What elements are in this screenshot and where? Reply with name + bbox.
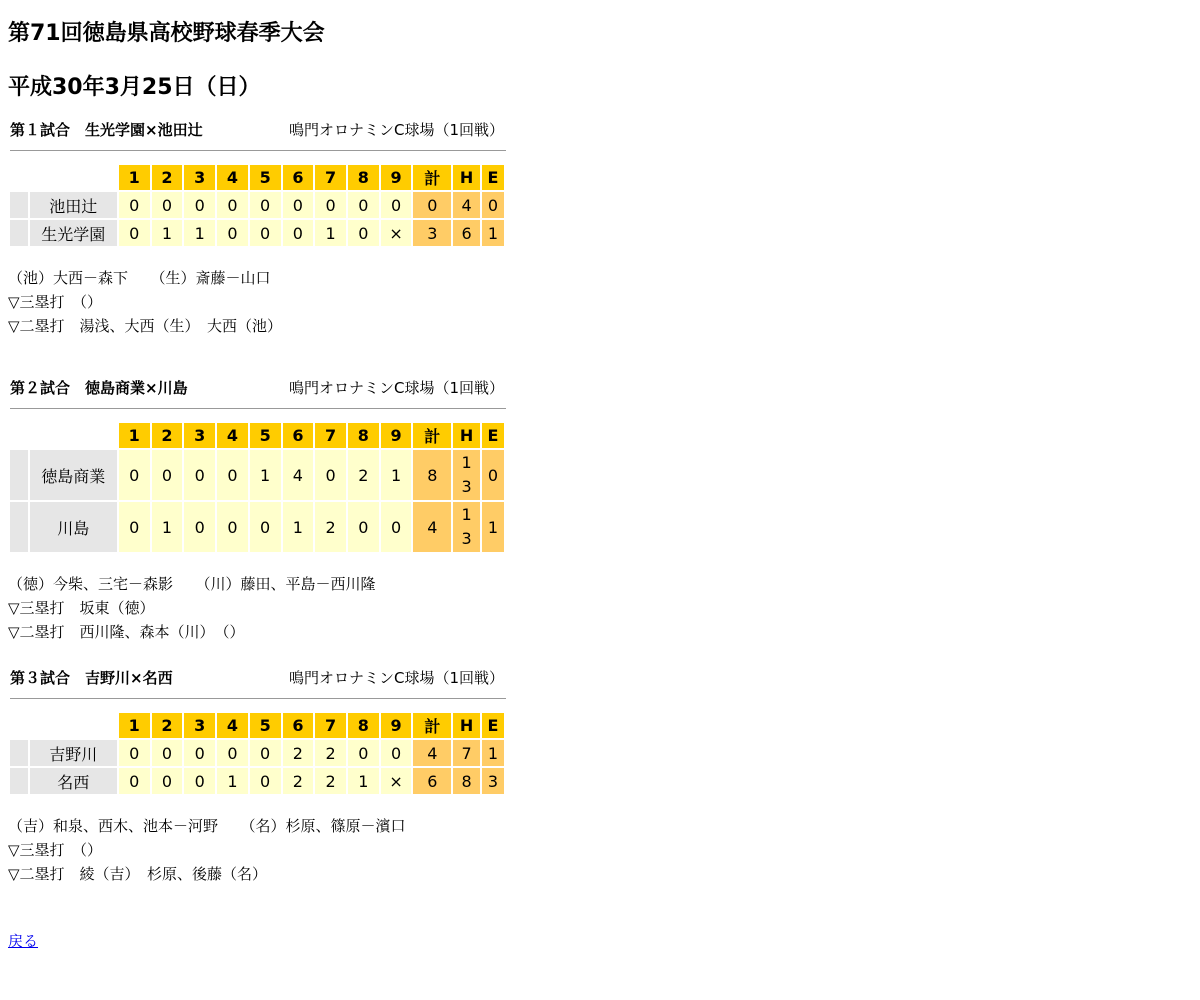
scoreboard-table xyxy=(8,711,506,796)
total-errors: 1 xyxy=(482,740,504,766)
team-row xyxy=(10,450,504,500)
inning-score: 0 xyxy=(119,502,150,552)
inning-header: 2 xyxy=(152,423,183,448)
team-name: 名西 xyxy=(30,768,117,794)
inning-score: 0 xyxy=(348,220,379,246)
row-marker xyxy=(10,450,28,500)
team-row xyxy=(10,192,504,218)
inning-score: 0 xyxy=(381,192,412,218)
inning-score: 0 xyxy=(119,768,150,794)
row-marker xyxy=(10,768,28,794)
game-header xyxy=(8,372,506,402)
inning-header: 8 xyxy=(348,165,379,190)
game-title: 第１試合 生光学園×池田辻 xyxy=(10,120,203,139)
scoreboard-table xyxy=(8,421,506,554)
total-runs: 0 xyxy=(413,192,451,218)
inning-header: 6 xyxy=(283,423,314,448)
inning-header: 計 xyxy=(413,423,451,448)
inning-score: 2 xyxy=(283,768,314,794)
inning-header: E xyxy=(482,713,504,738)
team-name: 川島 xyxy=(30,502,117,552)
game-header xyxy=(8,662,506,692)
note-line: ▽二塁打 綾（吉） 杉原、後藤（名） xyxy=(8,865,268,883)
total-errors: 3 xyxy=(482,768,504,794)
blank-cell xyxy=(10,165,28,190)
inning-score: 2 xyxy=(315,502,346,552)
game-notes xyxy=(8,266,506,338)
game-title: 第３試合 吉野川×名西 xyxy=(10,668,173,687)
inning-score: 0 xyxy=(184,192,215,218)
row-marker xyxy=(10,740,28,766)
note-line: （池）大西－森下 （生）斎藤－山口 xyxy=(8,269,271,287)
team-row xyxy=(10,740,504,766)
scoreboard-header-row xyxy=(10,713,504,738)
inning-score: 0 xyxy=(250,192,281,218)
divider xyxy=(10,408,506,409)
total-errors: 1 xyxy=(482,220,504,246)
note-line: ▽二塁打 湯浅、大西（生） 大西（池） xyxy=(8,317,283,335)
inning-header: 計 xyxy=(413,713,451,738)
scoreboard-header-row xyxy=(10,165,504,190)
inning-header: 1 xyxy=(119,423,150,448)
game-venue: 鳴門オロナミンC球場（1回戦） xyxy=(288,120,504,139)
scoreboard-table xyxy=(8,163,506,248)
inning-score: 0 xyxy=(119,192,150,218)
game-section xyxy=(8,662,506,886)
inning-score: 0 xyxy=(381,502,412,552)
inning-score: 0 xyxy=(152,450,183,500)
inning-header: 9 xyxy=(381,423,412,448)
inning-header: 8 xyxy=(348,713,379,738)
scoreboard-header-row xyxy=(10,423,504,448)
inning-score: 2 xyxy=(315,768,346,794)
total-runs: 4 xyxy=(413,740,451,766)
inning-header: H xyxy=(453,713,480,738)
blank-cell xyxy=(10,713,28,738)
inning-header: 3 xyxy=(184,423,215,448)
inning-score: 1 xyxy=(348,768,379,794)
inning-header: 2 xyxy=(152,165,183,190)
inning-score: 0 xyxy=(217,740,248,766)
inning-score: 0 xyxy=(184,740,215,766)
inning-header: 2 xyxy=(152,713,183,738)
total-errors: 0 xyxy=(482,450,504,500)
inning-score: 0 xyxy=(217,192,248,218)
page-date: 平成30年3月25日（日） xyxy=(8,75,261,100)
game-title: 第２試合 徳島商業×川島 xyxy=(10,378,188,397)
inning-score: 0 xyxy=(283,220,314,246)
team-row xyxy=(10,220,504,246)
note-line: ▽三塁打 （） xyxy=(8,293,103,311)
inning-header: 3 xyxy=(184,713,215,738)
note-line: （徳）今柴、三宅－森影 （川）藤田、平島－西川隆 xyxy=(8,575,376,593)
game-header xyxy=(8,114,506,144)
total-runs: 8 xyxy=(413,450,451,500)
total-hits: 1 3 xyxy=(453,450,480,500)
inning-header: 6 xyxy=(283,165,314,190)
row-marker xyxy=(10,220,28,246)
team-name: 徳島商業 xyxy=(30,450,117,500)
inning-header: H xyxy=(453,423,480,448)
inning-score: 1 xyxy=(250,450,281,500)
team-name: 吉野川 xyxy=(30,740,117,766)
inning-header: 1 xyxy=(119,165,150,190)
inning-score: 0 xyxy=(250,740,281,766)
inning-score: 0 xyxy=(217,220,248,246)
inning-header: 7 xyxy=(315,165,346,190)
inning-score: 0 xyxy=(381,740,412,766)
page-title: 第71回徳島県高校野球春季大会 xyxy=(8,21,325,46)
team-name: 生光学園 xyxy=(30,220,117,246)
inning-score: 0 xyxy=(315,192,346,218)
inning-header: 7 xyxy=(315,713,346,738)
inning-score: 1 xyxy=(381,450,412,500)
total-errors: 0 xyxy=(482,192,504,218)
game-section xyxy=(8,372,506,644)
inning-score: 2 xyxy=(283,740,314,766)
game-notes xyxy=(8,572,506,644)
inning-score: 0 xyxy=(184,502,215,552)
inning-score: 0 xyxy=(184,768,215,794)
inning-header: 5 xyxy=(250,165,281,190)
inning-header: 4 xyxy=(217,713,248,738)
inning-score: 2 xyxy=(348,450,379,500)
inning-score: 1 xyxy=(217,768,248,794)
blank-cell xyxy=(30,713,117,738)
inning-score: 1 xyxy=(184,220,215,246)
inning-header: 4 xyxy=(217,423,248,448)
note-line: ▽三塁打 坂東（徳） xyxy=(8,599,155,617)
team-name: 池田辻 xyxy=(30,192,117,218)
inning-score: 0 xyxy=(152,740,183,766)
inning-header: E xyxy=(482,423,504,448)
inning-score: 0 xyxy=(250,502,281,552)
inning-header: 計 xyxy=(413,165,451,190)
inning-header: 3 xyxy=(184,165,215,190)
inning-score: 0 xyxy=(315,450,346,500)
inning-header: 7 xyxy=(315,423,346,448)
total-hits: 8 xyxy=(453,768,480,794)
inning-score: 0 xyxy=(348,192,379,218)
inning-score: 0 xyxy=(184,450,215,500)
inning-header: 1 xyxy=(119,713,150,738)
row-marker xyxy=(10,502,28,552)
inning-score: 2 xyxy=(315,740,346,766)
game-notes xyxy=(8,814,506,886)
row-marker xyxy=(10,192,28,218)
inning-header: 9 xyxy=(381,713,412,738)
note-line: ▽二塁打 西川隆、森本（川） （） xyxy=(8,623,245,641)
inning-header: 5 xyxy=(250,713,281,738)
blank-cell xyxy=(10,423,28,448)
note-line: （吉）和泉、西木、池本－河野 （名）杉原、篠原－濱口 xyxy=(8,817,406,835)
game-section xyxy=(8,114,506,338)
total-errors: 1 xyxy=(482,502,504,552)
inning-header: 8 xyxy=(348,423,379,448)
inning-header: 9 xyxy=(381,165,412,190)
inning-score: 0 xyxy=(348,502,379,552)
team-row xyxy=(10,502,504,552)
inning-score: × xyxy=(381,220,412,246)
total-hits: 7 xyxy=(453,740,480,766)
inning-score: 0 xyxy=(250,220,281,246)
blank-cell xyxy=(30,423,117,448)
note-line: ▽三塁打 （） xyxy=(8,841,103,859)
total-hits: 6 xyxy=(453,220,480,246)
inning-score: 0 xyxy=(119,450,150,500)
blank-cell xyxy=(30,165,117,190)
inning-score: 0 xyxy=(217,502,248,552)
game-venue: 鳴門オロナミンC球場（1回戦） xyxy=(288,668,504,687)
total-hits: 4 xyxy=(453,192,480,218)
inning-score: 1 xyxy=(315,220,346,246)
total-hits: 1 3 xyxy=(453,502,480,552)
inning-score: 4 xyxy=(283,450,314,500)
inning-score: 0 xyxy=(152,192,183,218)
back-link[interactable]: 戻る xyxy=(8,932,39,950)
inning-header: 4 xyxy=(217,165,248,190)
games-container xyxy=(8,114,1192,886)
inning-score: 0 xyxy=(348,740,379,766)
divider xyxy=(10,698,506,699)
inning-header: E xyxy=(482,165,504,190)
game-venue: 鳴門オロナミンC球場（1回戦） xyxy=(288,378,504,397)
total-runs: 4 xyxy=(413,502,451,552)
total-runs: 6 xyxy=(413,768,451,794)
inning-header: 6 xyxy=(283,713,314,738)
inning-score: 1 xyxy=(152,502,183,552)
inning-score: 0 xyxy=(119,740,150,766)
inning-score: 0 xyxy=(152,768,183,794)
inning-score: 1 xyxy=(283,502,314,552)
total-runs: 3 xyxy=(413,220,451,246)
team-row xyxy=(10,768,504,794)
inning-score: 0 xyxy=(283,192,314,218)
inning-score: 0 xyxy=(250,768,281,794)
inning-header: 5 xyxy=(250,423,281,448)
divider xyxy=(10,150,506,151)
inning-score: 1 xyxy=(152,220,183,246)
inning-score: × xyxy=(381,768,412,794)
inning-header: H xyxy=(453,165,480,190)
inning-score: 0 xyxy=(217,450,248,500)
inning-score: 0 xyxy=(119,220,150,246)
